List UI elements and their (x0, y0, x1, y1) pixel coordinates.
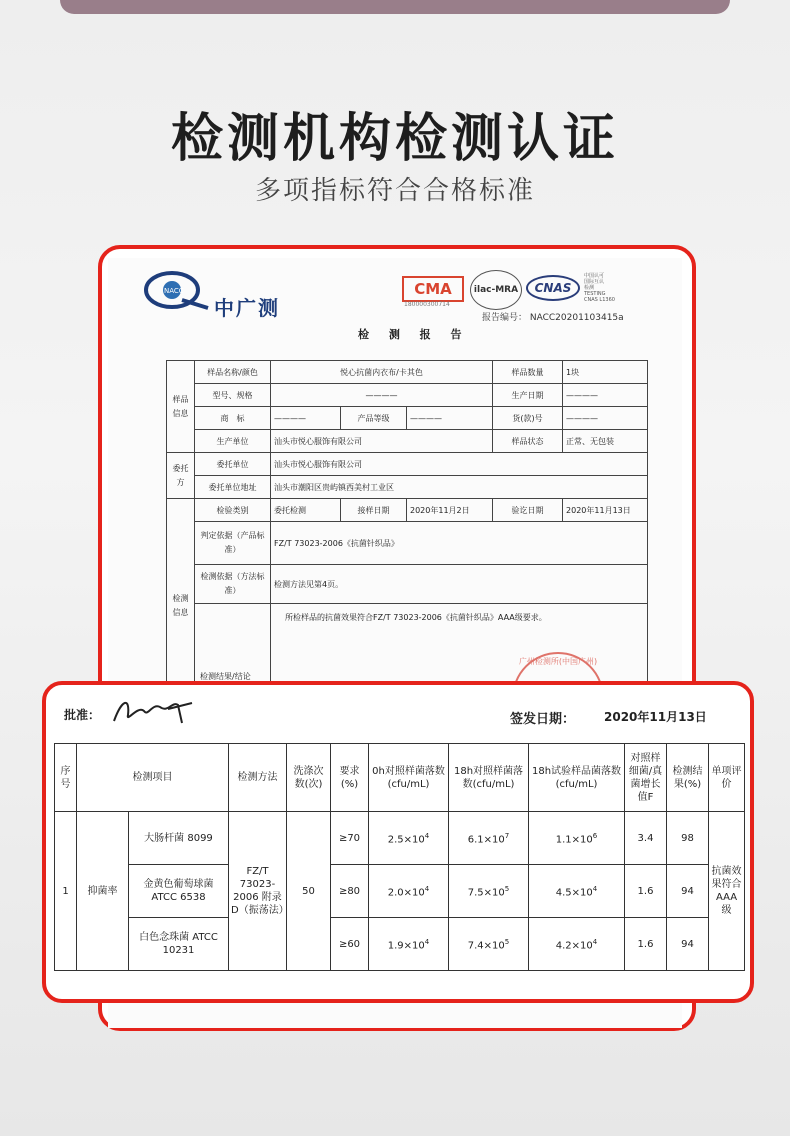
group-label: 检测信息 (167, 499, 195, 714)
header-cell: 检测方法 (229, 744, 287, 812)
signature-icon (108, 693, 198, 729)
header-cell: 检测结果(%) (667, 744, 709, 812)
header-cell: 0h对照样菌落数(cfu/mL) (369, 744, 449, 812)
header-cell: 18h试验样品菌落数(cfu/mL) (529, 744, 625, 812)
header-cell: 要求(%) (331, 744, 369, 812)
group-label: 委托方 (167, 453, 195, 499)
conclusion-text: 所检样品的抗菌效果符合FZ/T 73023-2006《抗菌针织品》AAA级要求。 (285, 613, 547, 622)
group-label: 样品信息 (167, 361, 195, 453)
report-title: 检 测 报 告 (358, 328, 470, 341)
header-cell: 洗涤次数(次) (287, 744, 331, 812)
antibacterial-results-table: 序号 检测项目 检测方法 洗涤次数(次) 要求(%) 0h对照样菌落数(cfu/mL) 18h对照样菌落数(cfu/mL) 18h试验样品菌落数(cfu/mL) 对照样细菌/真菌增长值F 检测结果(%) 单项评价 1 抑菌率 大肠杆菌 8099 FZ/T 73023-2006 附录D（振荡法） 50 ≥70 $2.5\times 10^4$ $6.1\times 10^7$ $1.1\times 10^6$ 3.4 98 抗菌效果符合AAA级 金黄色葡萄球菌 ATCC 6538 ≥80 $2.0\times 10^4$ $7.5\times 10^5$ $4.5\times 10^4$ 1.6 94 白色念珠菌 ATCC 10231 ≥60 $1.9\times 10^4$ $7.4\times 10^5$ $4.2\times 10^4$ 1.6 94 (54, 743, 745, 971)
cma-number: 180000300714 (404, 301, 450, 308)
page-title: 检测机构检测认证 (170, 109, 619, 169)
header-cell: 序号 (55, 744, 77, 812)
bacteria-name: 白色念珠菌 ATCC 10231 (129, 918, 229, 971)
cnas-caption: 中国认可 国际互认 检测 TESTING CNAS L1360 (584, 273, 615, 303)
top-decoration (60, 0, 730, 14)
row-index: 1 (55, 812, 77, 971)
issue-date-label: 签发日期： (510, 712, 576, 727)
header-cell: 检测项目 (77, 744, 229, 812)
result-label: 检测结果/结论 (200, 672, 251, 681)
svg-text:NACC: NACC (164, 287, 184, 295)
issue-date: 2020年11月13日 (604, 710, 707, 724)
report-number: 报告编号： NACC20201103415a (482, 313, 624, 323)
header-cell: 对照样细菌/真菌增长值F (625, 744, 667, 812)
evaluation: 抗菌效果符合AAA级 (709, 812, 745, 971)
page-subtitle: 多项指标符合合格标准 (254, 176, 535, 206)
official-seal: 广州检测所(中国广州) (512, 652, 604, 744)
cnas-mark: CNAS (526, 275, 580, 301)
org-name: 中广测 (214, 296, 280, 320)
wash-count: 50 (287, 812, 331, 971)
test-method: FZ/T 73023-2006 附录D（振荡法） (229, 812, 287, 971)
nacc-logo-icon (142, 270, 212, 310)
header-cell: 18h对照样菌落数(cfu/mL) (449, 744, 529, 812)
report-info-table: 样品信息 样品名称/颜色 悦心抗菌内衣布/卡其色 样品数量 1块 型号、规格 ———— 生产日期 ———— 商 标 ———— 产品等级 ———— 货(款)号 ———— 生产单位 汕头市悦心服饰有限公司 样品状态 正常、无包装 委托方 委托单位 汕头市悦心服饰有限公司 委托单位地址 汕头市潮阳区贵屿镇西美村工业区 检测信息 检验类别 委托检测 接样日期 2020年11月2日 验讫日期 2020年11月13日 判定依据（产品标准） FZ/T 73023-2006《抗菌针织品》 检测依据（方法标准） 检测方法见第4页。 (166, 360, 648, 714)
cma-mark: CMA (402, 276, 464, 302)
ilac-mra-mark: ilac-MRA (470, 270, 522, 310)
header-cell: 单项评价 (709, 744, 745, 812)
bacteria-name: 大肠杆菌 8099 (129, 812, 229, 865)
bacteria-name: 金黄色葡萄球菌 ATCC 6538 (129, 865, 229, 918)
test-item: 抑菌率 (77, 812, 129, 971)
approver-label: 批准： (64, 708, 101, 722)
